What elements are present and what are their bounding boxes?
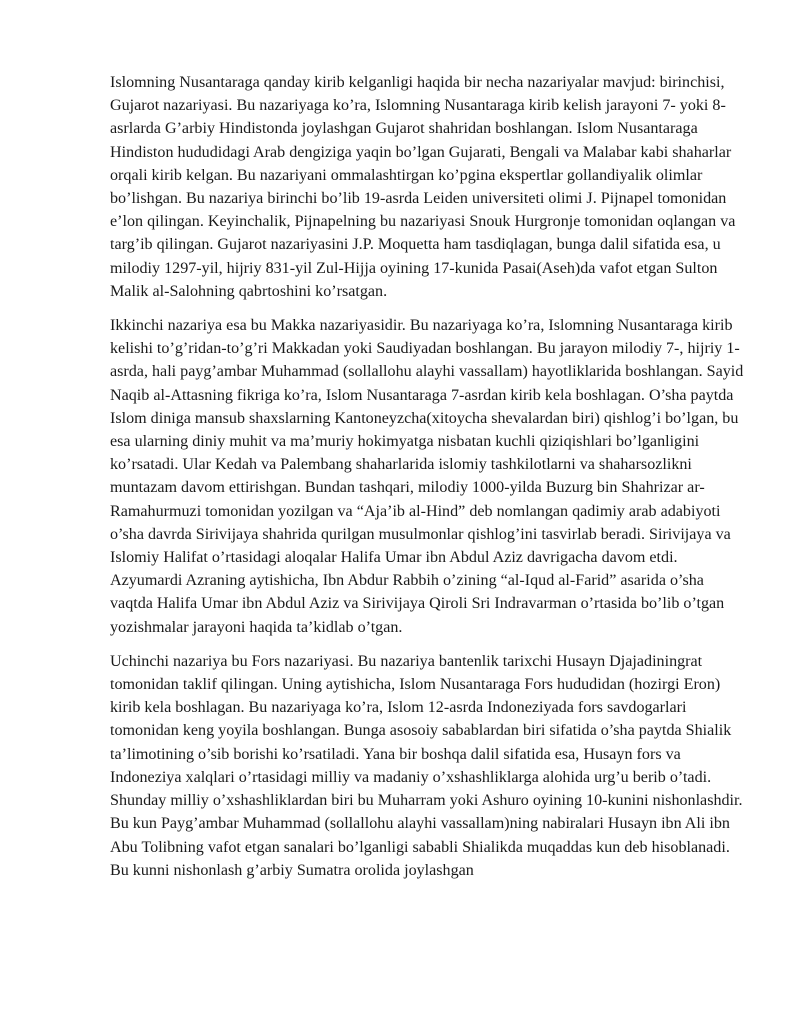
document-page [110,71,745,893]
paragraph-makka-theory: Ikkinchi nazariya esa bu Makka nazariyasidir. Bu nazariyaga ko’ra, Islomning Nusantaraga kirib kelishi to’g’ridan-to’g’ri Makkadan yoki Saudiyadan boshlangan. Bu jarayon milodiy 7-, hijriy 1- asrda, hali payg’ambar Muhammad (sollallohu alayhi vassallam) hayotliklarida boshlangan. Sayid Naqib al-Attasning fikriga ko’ra, Islom Nusantaraga 7-asrdan kirib kela boshlagan. O’sha paytda Islom diniga mansub shaxslarning Kantoneyzcha(xitoycha shevalardan biri) qishlog’i bo’lgan, bu esa ularning diniy muhit va ma’muriy hokimyatga nisbatan kuchli qiziqishlari bo’lganligini ko’rsatadi. Ular Kedah va Palembang shaharlarida islomiy tashkilotlarni va shaharsozlikni muntazam davom ettirishgan. Bundan tashqari, milodiy 1000-yilda Buzurg bin Shahrizar ar-Ramahurmuzi tomonidan yozilgan va “Aja’ib al-Hind” deb nomlangan qadimiy arab adabiyoti o’sha davrda Sirivijaya shahrida qurilgan musulmonlar qishlog’ini tasvirlab beradi. Sirivijaya va Islomiy Halifat o’rtasidagi aloqalar Halifa Umar ibn Abdul Aziz davrigacha davom etdi. Azyumardi Azraning aytishicha, Ibn Abdur Rabbih o’zining “al-Iqud al-Farid” asarida o’sha vaqtda Halifa Umar ibn Abdul Aziz va Sirivijaya Qiroli Sri Indravarman o’rtasida bo’lib o’tgan yozishmalar jarayoni haqida ta’kidlab o’tgan. [110,317,744,636]
paragraph-fors-theory: Uchinchi nazariya bu Fors nazariyasi. Bu nazariya bantenlik tarixchi Husayn Djajadiningrat tomonidan taklif qilingan. Uning aytishicha, Islom Nusantaraga Fors hududidan (hozirgi Eron) kirib kela boshlagan. Bu nazariyaga ko’ra, Islom 12-asrda Indoneziyada fors savdogarlari tomonidan keng yoyila boshlangan. Bunga asosoiy sabablardan biri sifatida o’sha paytda Shialik ta’limotining o’sib borishi ko’rsatiladi. Yana bir boshqa dalil sifatida esa, Husayn fors va Indoneziya xalqlari o’rtasidagi milliy va madaniy o’xshashliklarga alohida urg’u berib o’tadi. Shunday milliy o’xshashliklardan biri bu Muharram yoki Ashuro oyining 10-kunini nishonlashdir. Bu kun Payg’ambar Muhammad (sollallohu alayhi vassallam)ning nabiralari Husayn ibn Ali ibn Abu Tolibning vafot etgan sanalari bo’lganligi sababli Shialikda muqaddas kun deb hisoblanadi. Bu kunni nishonlash g’arbiy Sumatra orolida joylashgan [110,652,743,879]
paragraph-gujarot-theory: Islomning Nusantaraga qanday kirib kelganligi haqida bir necha nazariyalar mavjud: birinchisi, Gujarot nazariyasi. Bu nazariyaga ko’ra, Islomning Nusantaraga kirib kelish jarayoni 7- yoki 8- asrlarda G’arbiy Hindistonda joylashgan Gujarot shahridan boshlangan. Islom Nusantaraga Hindiston hududidagi Arab dengiziga yaqin bo’lgan Gujarati, Bengali va Malabar kabi shaharlar orqali kirib kelgan. Bu nazariyani ommalashtirgan ko’pgina ekspertlar gollandiyalik olimlar bo’lishgan. Bu nazariya birinchi bo’lib 19-asrda Leiden universiteti olimi J. Pijnapel tomonidan e’lon qilingan. Keyinchalik, Pijnapelning bu nazariyasi Snouk Hurgronje tomonidan oqlangan va targ’ib qilingan. Gujarot nazariyasini J.P. Moquetta ham tasdiqlagan, bunga dalil sifatida esa, u milodiy 1297-yil, hijriy 831-yil Zul-Hijja oyining 17-kunida Pasai(Aseh)da vafot etgan Sulton Malik al-Salohning qabrtoshini ko’rsatgan. [110,74,736,300]
